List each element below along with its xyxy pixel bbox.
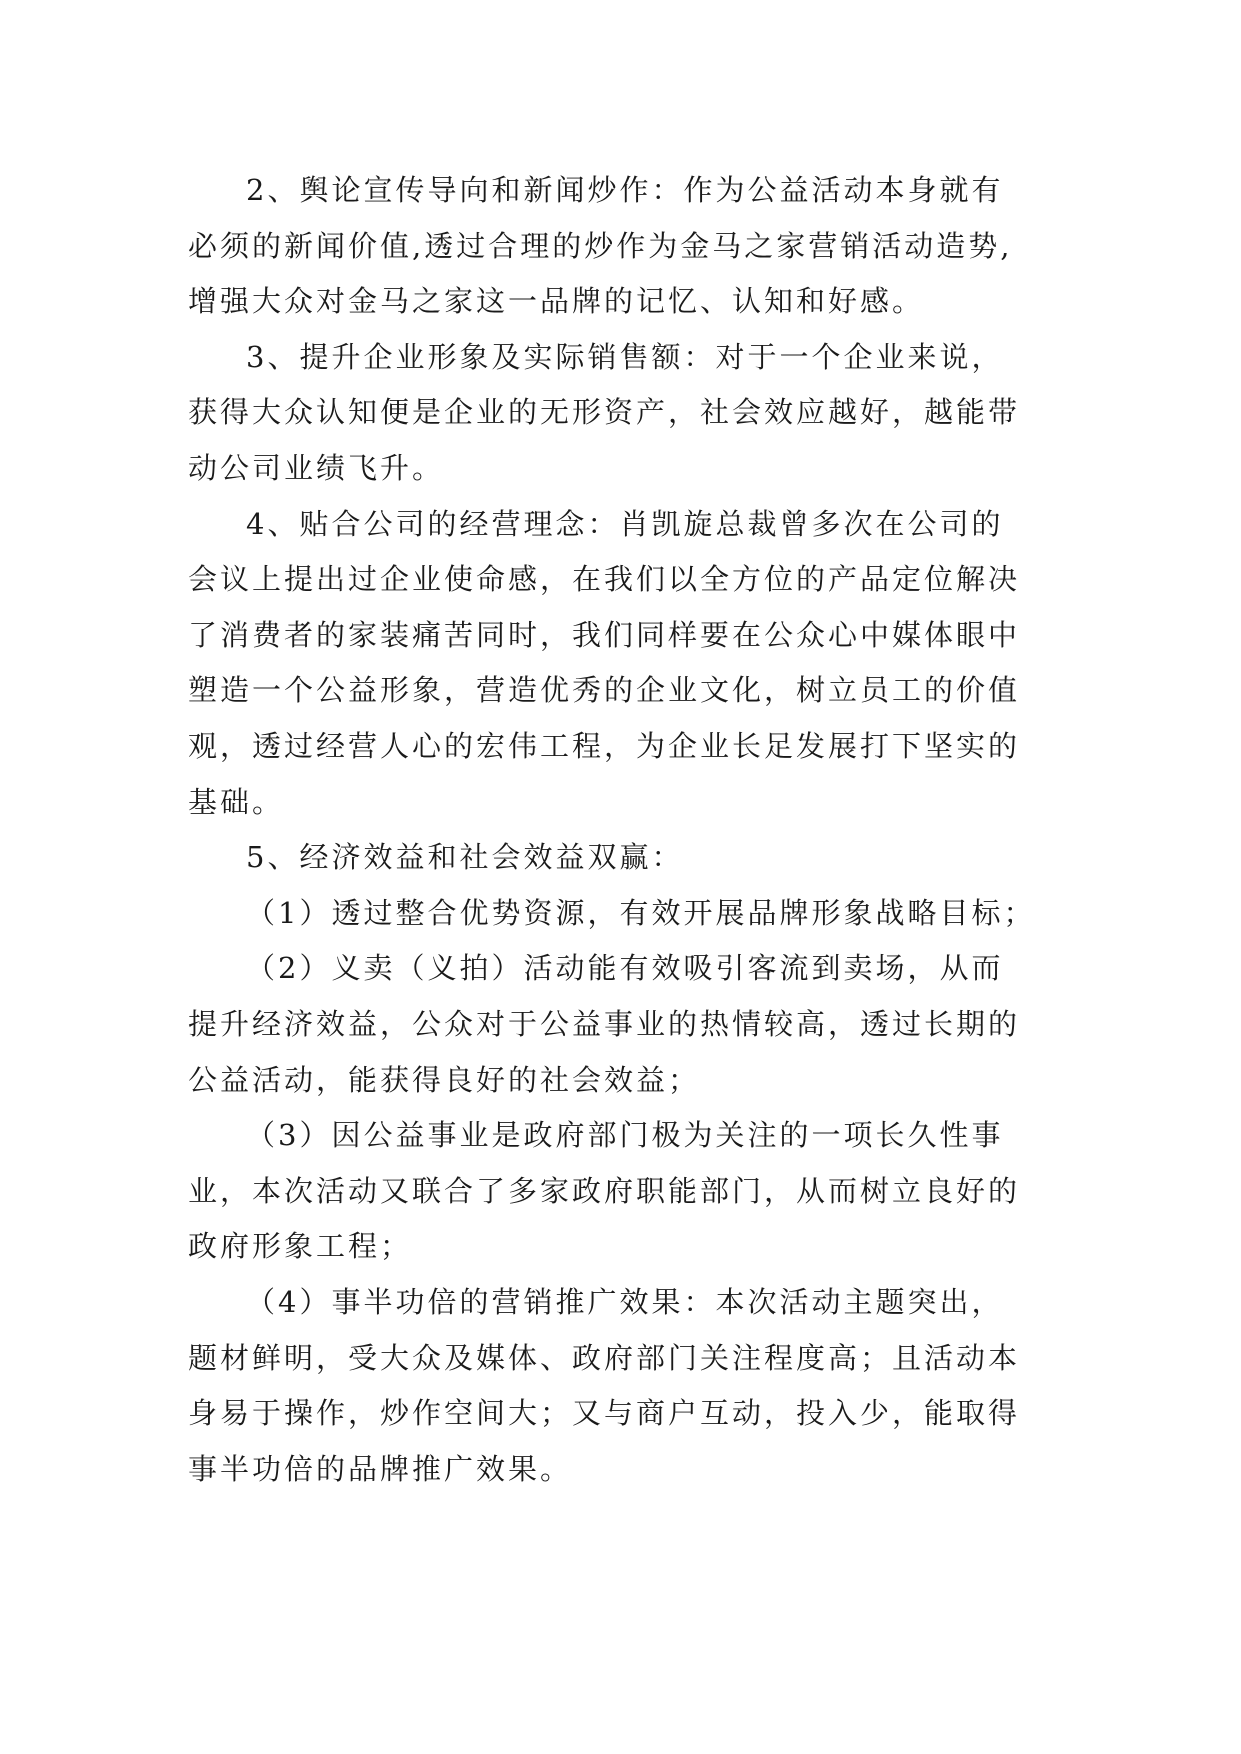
paragraph-line: 必须的新闻价值,透过合理的炒作为金马之家营销活动造势, bbox=[188, 228, 1013, 263]
paragraph-line: 提升经济效益，公众对于公益事业的热情较高，透过长期的 bbox=[188, 1007, 1021, 1041]
paragraph-first-line: （1）透过整合优势资源，有效开展品牌形象战略目标； bbox=[246, 895, 1036, 930]
paragraph-line: 政府形象工程； bbox=[188, 1229, 413, 1264]
paragraph-line: 增强大众对金马之家这一品牌的记忆、认知和好感。 bbox=[188, 284, 925, 319]
paragraph-first-line: 4、贴合公司的经营理念：肖凯旋总裁曾多次在公司的 bbox=[246, 506, 1004, 541]
paragraph-first-line: （4）事半功倍的营销推广效果：本次活动主题突出， bbox=[246, 1285, 1004, 1319]
paragraph-line: 题材鲜明，受大众及媒体、政府部门关注程度高；且活动本 bbox=[188, 1340, 1021, 1375]
paragraph-line: 公益活动，能获得良好的社会效益； bbox=[188, 1062, 701, 1097]
paragraph-first-line: 5、经济效益和社会效益双赢： bbox=[246, 840, 684, 875]
paragraph-line: 塑造一个公益形象，营造优秀的企业文化，树立员工的价值 bbox=[188, 673, 1021, 708]
paragraph-first-line: 2、舆论宣传导向和新闻炒作：作为公益活动本身就有 bbox=[246, 173, 1004, 207]
paragraph-first-line: （3）因公益事业是政府部门极为关注的一项长久性事 bbox=[246, 1118, 1004, 1153]
paragraph-line: 动公司业绩飞升。 bbox=[188, 451, 445, 485]
paragraph-first-line: （2）义卖（义拍）活动能有效吸引客流到卖场，从而 bbox=[246, 951, 1004, 986]
paragraph-line: 会议上提出过企业使命感，在我们以全方位的产品定位解决 bbox=[188, 562, 1021, 597]
paragraph-line: 身易于操作，炒作空间大；又与商户互动，投入少，能取得 bbox=[188, 1396, 1021, 1431]
paragraph-line: 事半功倍的品牌推广效果。 bbox=[188, 1451, 573, 1486]
paragraph-line: 获得大众认知便是企业的无形资产，社会效应越好，越能带 bbox=[188, 395, 1021, 430]
paragraph-line: 观，透过经营人心的宏伟工程，为企业长足发展打下坚实的 bbox=[188, 729, 1021, 763]
paragraph-line: 基础。 bbox=[188, 784, 285, 819]
paragraph-line: 了消费者的家装痛苦同时，我们同样要在公众心中媒体眼中 bbox=[188, 617, 1021, 652]
paragraph-line: 业，本次活动又联合了多家政府职能部门，从而树立良好的 bbox=[188, 1173, 1021, 1208]
paragraph-first-line: 3、提升企业形象及实际销售额：对于一个企业来说， bbox=[246, 339, 1004, 374]
